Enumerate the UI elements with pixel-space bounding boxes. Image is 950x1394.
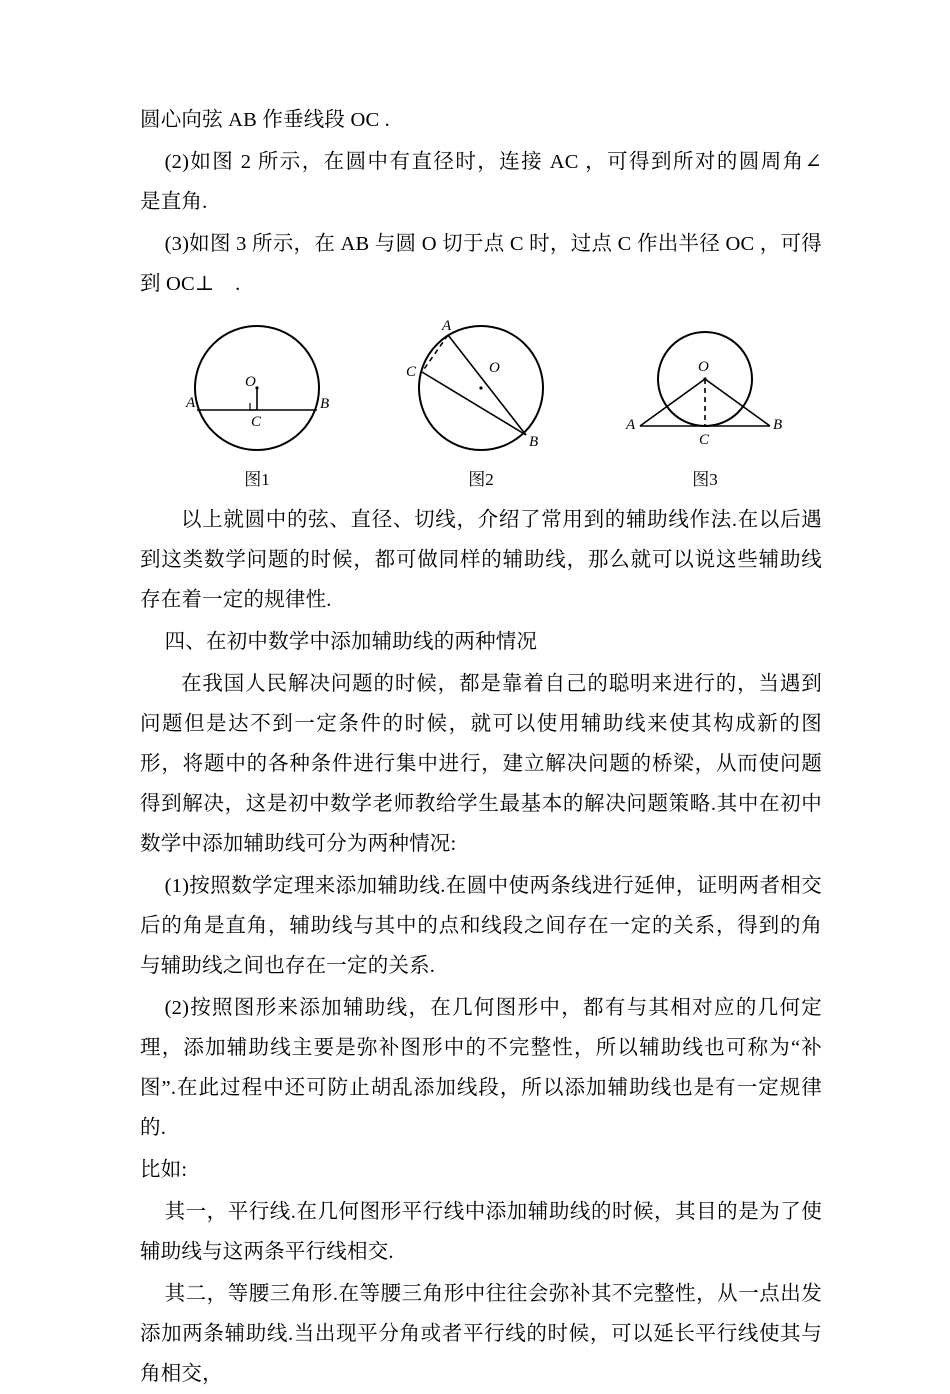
svg-text:B: B — [529, 434, 539, 450]
figure-2 — [386, 316, 576, 490]
figure-1 — [162, 316, 352, 490]
figure-1-drawing — [162, 316, 352, 468]
svg-text:C: C — [699, 432, 710, 448]
paragraph-case-2: (2)按照图形来添加辅助线，在几何图形中，都有与其相对应的几何定理，添加辅助线主要是弥补图形中的不完整性，所以辅助线也可称为“补图”.在此过程中还可防止胡乱添加线段，所以添加辅助线也是有一定规律的. — [140, 997, 822, 1139]
figure-2-caption: 图2 — [468, 470, 494, 489]
paragraph-summary: 以上就圆中的弦、直径、切线，介绍了常用到的辅助线作法.在以后遇到这类数学问题的时候，都可做同样的辅助线，那么就可以说这些辅助线存在着一定的规律性. — [140, 509, 822, 611]
figure-group — [140, 316, 822, 490]
figure-1-caption: 图1 — [244, 470, 270, 489]
svg-text:O: O — [698, 359, 709, 375]
figure-3-caption: 图3 — [692, 470, 718, 489]
figure-2-drawing — [386, 316, 576, 468]
svg-text:B: B — [773, 417, 783, 433]
paragraph-example-1: 其一，平行线.在几何图形平行线中添加辅助线的时候，其目的是为了使辅助线与这两条平行线相交. — [140, 1201, 822, 1263]
paragraph-case-1: (1)按照数学定理来添加辅助线.在圆中使两条线进行延伸，证明两者相交后的角是直角，辅助线与其中的点和线段之间存在一定的关系，得到的角与辅助线之间也存在一定的关系. — [140, 875, 822, 977]
figure-3 — [610, 316, 800, 490]
paragraph-item-3: (3)如图 3 所示，在 AB 与圆 O 切于点 C 时，过点 C 作出半径 OC ，可得到 OC⊥ . — [140, 233, 822, 295]
svg-text:C: C — [251, 414, 262, 430]
paragraph-section4-intro: 在我国人民解决问题的时候，都是靠着自己的聪明来进行的，当遇到问题但是达不到一定条件的时候，就可以使用辅助线来使其构成新的图形，将题中的各种条件进行集中进行，建立解决问题的桥梁，从而使问题得到解决，这是初中数学老师教给学生最基本的解决问题策略.其中在初中数学中添加辅助线可分为两种情况: — [140, 673, 822, 855]
svg-text:A: A — [186, 395, 196, 411]
paragraph-intro: 圆心向弦 AB 作垂线段 OC . — [140, 109, 390, 131]
svg-text:B: B — [320, 396, 330, 412]
figure-3-drawing — [610, 316, 800, 468]
svg-text:O: O — [245, 374, 256, 390]
section-heading-4: 四、在初中数学中添加辅助线的两种情况 — [164, 630, 538, 653]
paragraph-example-2: 其二，等腰三角形.在等腰三角形中往往会弥补其不完整性，从一点出发添加两条辅助线.当出现平分角或者平行线的时候，可以延长平行线使其与角相交， — [140, 1283, 822, 1385]
svg-text:A: A — [626, 417, 636, 433]
svg-text:A: A — [442, 318, 452, 334]
paragraph-item-2: (2)如图 2 所示，在圆中有直径时，连接 AC ，可得到所对的圆周角∠ 是直角. — [140, 151, 843, 213]
paragraph-example-lead: 比如: — [140, 1159, 188, 1181]
svg-text:O: O — [489, 360, 500, 376]
svg-text:C: C — [406, 364, 417, 380]
